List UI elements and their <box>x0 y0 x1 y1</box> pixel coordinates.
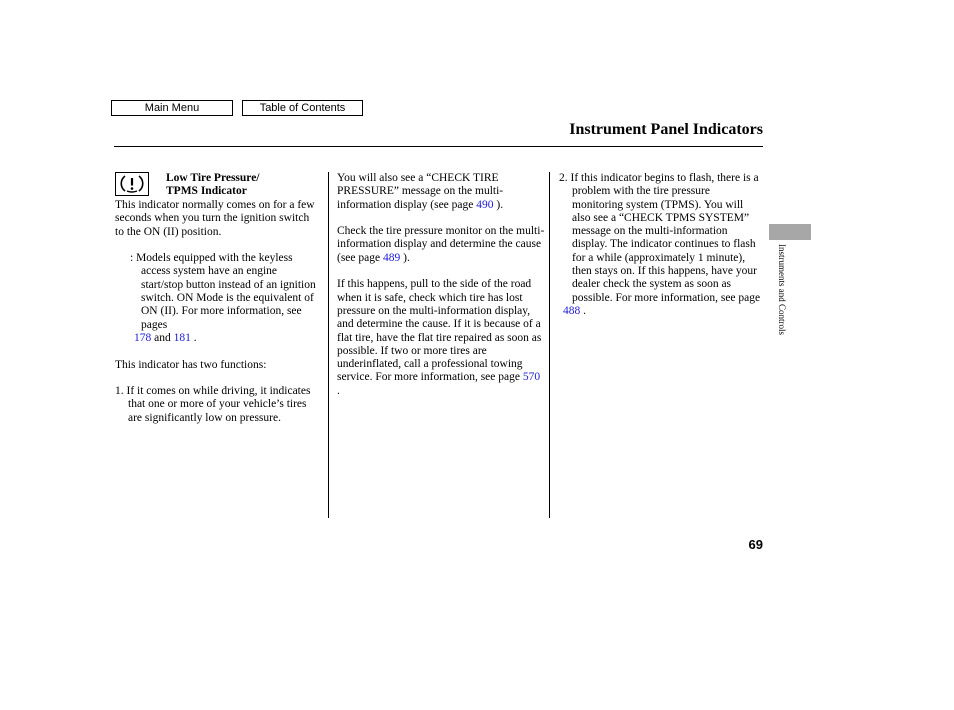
keyless-note: : Models equipped with the keyless access system have an engine start/stop button instead of an ignition switch. ON Mode is the equivalent of ON (II). For more information, see pages 178 and 181 . <box>130 252 316 344</box>
indicator-heading: Low Tire Pressure/ TPMS Indicator <box>166 172 260 198</box>
section-label: Instruments and Controls <box>777 244 787 335</box>
column-3 <box>559 172 763 332</box>
pull-over-paragraph: If this happens, pull to the side of the road when it is safe, check which tire has lost pressure on the multi-information display, and determine the cause. If it is because of a flat tire, have the flat tire repaired as soon as possible. If two or more tires are underinflated, call a professional towing service. For more information, see page 570 . <box>337 278 542 397</box>
column-divider <box>549 172 550 518</box>
main-menu-button[interactable]: Main Menu <box>111 100 233 116</box>
tpms-warning-icon <box>115 172 149 196</box>
page-link-489[interactable]: 489 <box>382 251 401 264</box>
section-tab <box>769 224 811 240</box>
title-rule <box>114 146 763 147</box>
page-link-488[interactable]: 488 <box>563 304 581 317</box>
page-link-181[interactable]: 181 <box>173 331 191 344</box>
page-number: 69 <box>748 537 763 552</box>
page-link-178[interactable]: 178 <box>134 331 152 344</box>
indicator-heading-row <box>115 172 321 199</box>
column-divider <box>328 172 329 518</box>
check-monitor-paragraph: Check the tire pressure monitor on the multi-information display and determine the cause (see page 489 ). <box>337 225 545 264</box>
page-link-570[interactable]: 570 <box>522 371 541 384</box>
column-1 <box>115 172 321 438</box>
intro-paragraph: This indicator normally comes on for a few seconds when you turn the ignition switch to the ON (II) position. <box>115 199 315 238</box>
functions-paragraph: This indicator has two functions: <box>115 358 267 371</box>
page-title: Instrument Panel Indicators <box>569 121 763 138</box>
function-item-1: 1. If it comes on while driving, it indicates that one or more of your vehicle’s tires are significantly low on pressure. <box>115 385 311 424</box>
function-item-2: 2. If this indicator begins to flash, there is a problem with the tire pressure monitoring system (TPMS). You will also see a “CHECK TPMS SYSTEM” message on the multi-information display. The indicator continues to flash for a while (approximately 1 minute), then stays on. If this happens, have your dealer check the system as soon as possible. For more information, see page 488 . <box>559 172 761 317</box>
page-link-490[interactable]: 490 <box>476 198 494 211</box>
check-tire-paragraph: You will also see a “CHECK TIRE PRESSURE” message on the multi-information display (see page 490 ). <box>337 172 504 211</box>
column-2 <box>337 172 545 411</box>
table-of-contents-button[interactable]: Table of Contents <box>242 100 363 116</box>
